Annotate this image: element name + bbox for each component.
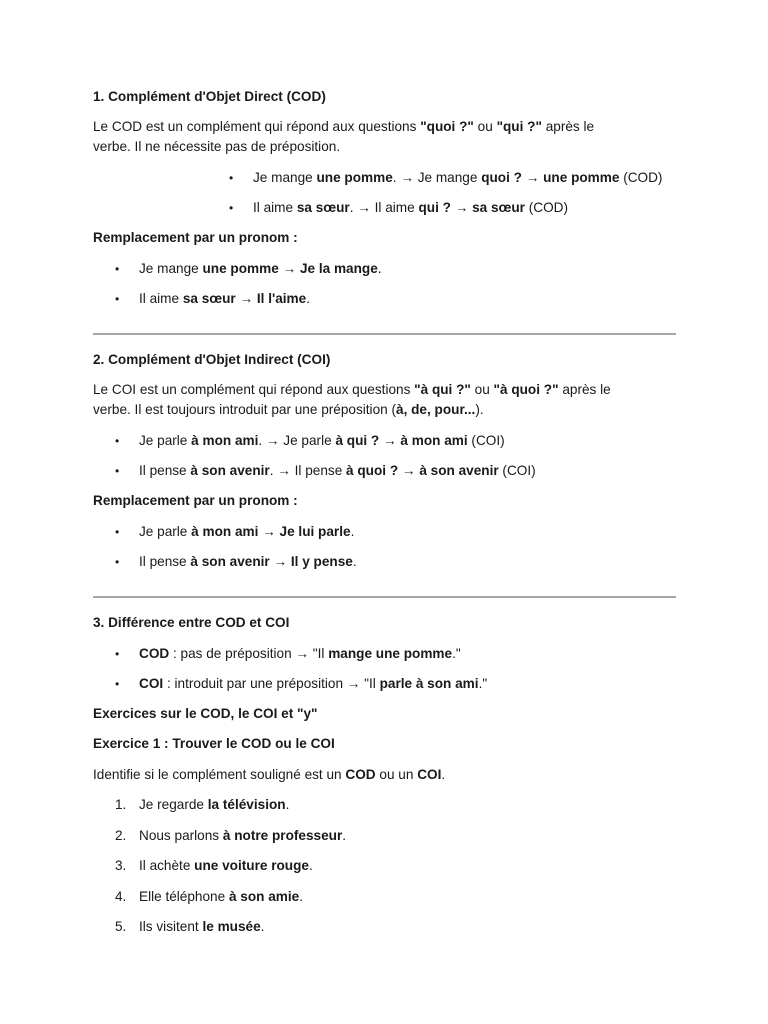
- section1-replacement-2: Il aime sa sœur → Il l'aime.: [139, 291, 310, 306]
- bullet-icon: •: [115, 434, 120, 448]
- section3-item-coi: COI : introduit par une préposition → "Il parle à son ami.": [139, 676, 488, 691]
- section3-title: 3. Différence entre COD et COI: [93, 615, 290, 630]
- section1-replacement-title: Remplacement par un pronom :: [93, 230, 298, 245]
- section2-replacement-1: Je parle à mon ami → Je lui parle.: [139, 524, 355, 539]
- exercise-item: Je regarde la télévision.: [139, 797, 290, 812]
- section2-replacement-2: Il pense à son avenir → Il y pense.: [139, 554, 357, 569]
- exercise-item: Elle téléphone à son amie.: [139, 889, 303, 904]
- bullet-icon: •: [115, 292, 120, 306]
- exercise-item-number: 5.: [115, 919, 127, 934]
- bullet-icon: •: [115, 262, 120, 276]
- exercise1-title: Exercice 1 : Trouver le COD ou le COI: [93, 736, 335, 751]
- bullet-icon: •: [115, 677, 120, 691]
- bullet-icon: •: [115, 555, 120, 569]
- exercise-item-number: 4.: [115, 889, 127, 904]
- section2-replacement-title: Remplacement par un pronom :: [93, 493, 298, 508]
- exercise-item: Nous parlons à notre professeur.: [139, 828, 347, 843]
- exercise-item-number: 1.: [115, 797, 127, 812]
- section2-example-1: Je parle à mon ami. → Je parle à qui ? → à mon ami (COI): [139, 433, 505, 448]
- bullet-icon: •: [115, 525, 120, 539]
- exercises-title: Exercices sur le COD, le COI et "y": [93, 706, 318, 721]
- section1-title: 1. Complément d'Objet Direct (COD): [93, 89, 326, 104]
- section1-example-1: Je mange une pomme. → Je mange quoi ? → une pomme (COD): [253, 170, 663, 185]
- section1-example-2: Il aime sa sœur. → Il aime qui ? → sa sœur (COD): [253, 200, 569, 215]
- exercise-item: Ils visitent le musée.: [139, 919, 265, 934]
- section2-intro-line2: verbe. Il est toujours introduit par une préposition (à, de, pour...).: [93, 402, 484, 417]
- exercise-item-number: 3.: [115, 858, 127, 873]
- bullet-icon: •: [229, 171, 234, 185]
- exercise1-instruction: Identifie si le complément souligné est un COD ou un COI.: [93, 767, 446, 782]
- section-divider: [93, 333, 676, 335]
- section1-replacement-1: Je mange une pomme → Je la mange.: [139, 261, 382, 276]
- section-divider: [93, 596, 676, 598]
- exercise-item-number: 2.: [115, 828, 127, 843]
- bullet-icon: •: [115, 647, 120, 661]
- section2-example-2: Il pense à son avenir. → Il pense à quoi ? → à son avenir (COI): [139, 463, 536, 478]
- section2-intro-line1: Le COI est un complément qui répond aux questions "à qui ?" ou "à quoi ?" après le: [93, 382, 611, 397]
- section2-title: 2. Complément d'Objet Indirect (COI): [93, 352, 331, 367]
- exercise-item: Il achète une voiture rouge.: [139, 858, 313, 873]
- section1-intro-line1: Le COD est un complément qui répond aux questions "quoi ?" ou "qui ?" après le: [93, 119, 595, 134]
- section3-item-cod: COD : pas de préposition → "Il mange une pomme.": [139, 646, 461, 661]
- section1-intro-line2: verbe. Il ne nécessite pas de préposition.: [93, 139, 341, 154]
- bullet-icon: •: [229, 201, 234, 215]
- bullet-icon: •: [115, 464, 120, 478]
